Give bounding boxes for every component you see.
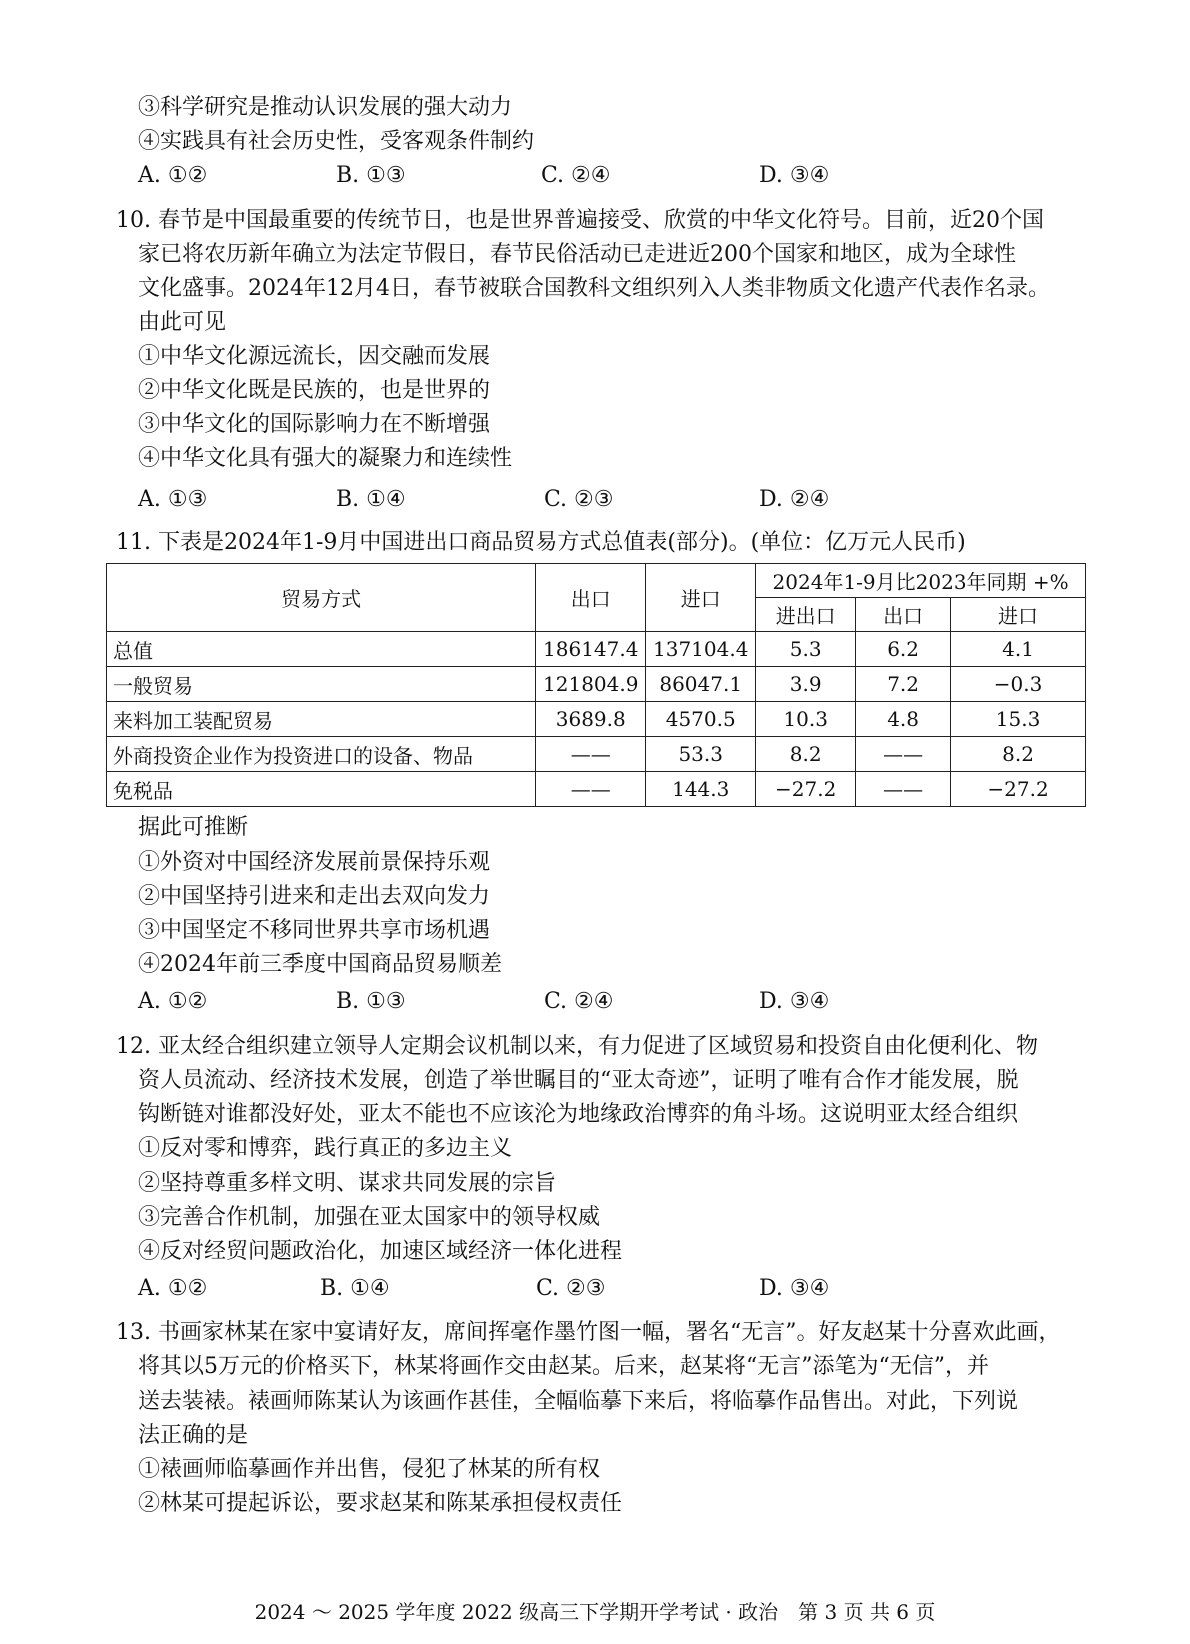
q10-choice-b[interactable]: B. ①④: [336, 487, 406, 512]
table-cell: ——: [856, 737, 951, 772]
q11-option-3: ③中国坚定不移同世界共享市场机遇: [138, 918, 491, 943]
table-cell: 53.3: [646, 737, 756, 772]
table-cell: ——: [856, 772, 951, 807]
q9-choice-d[interactable]: D. ③④: [759, 163, 830, 188]
table-cell: 186147.4: [536, 632, 646, 667]
header-trade-mode: 贸易方式: [107, 564, 536, 632]
q12-option-1: ①反对零和博弈，践行真正的多边主义: [138, 1136, 513, 1161]
q10-stem-line: 10. 春节是中国最重要的传统节日，也是世界普遍接受、欣赏的中华文化符号。目前，近20个国: [116, 208, 1044, 233]
table-cell: −27.2: [951, 772, 1086, 807]
table-row: [107, 702, 1086, 737]
q11-choice-a[interactable]: A. ①②: [138, 989, 208, 1014]
q12-choice-c[interactable]: C. ②③: [536, 1276, 606, 1301]
q11-question: 据此可推断: [138, 815, 249, 840]
q11-choice-c[interactable]: C. ②④: [544, 989, 614, 1014]
table-cell: 137104.4: [646, 632, 756, 667]
table-cell: 15.3: [951, 702, 1086, 737]
q12-stem-line: 钩断链对谁都没好处，亚太不能也不应该沦为地缘政治博弈的角斗场。这说明亚太经合组织: [138, 1102, 1019, 1127]
table-cell: 10.3: [756, 702, 856, 737]
table-cell: 4570.5: [646, 702, 756, 737]
table-cell: 3.9: [756, 667, 856, 702]
trade-table: [106, 563, 1086, 807]
q10-choice-d[interactable]: D. ②④: [759, 487, 830, 512]
q13-stem-line: 法正确的是: [138, 1423, 249, 1448]
header-yoy-import: 进口: [951, 598, 1086, 632]
q10-option-3: ③中华文化的国际影响力在不断增强: [138, 412, 491, 437]
table-cell: 免税品: [107, 772, 536, 807]
table-cell: 一般贸易: [107, 667, 536, 702]
q12-option-3: ③完善合作机制，加强在亚太国家中的领导权威: [138, 1205, 601, 1230]
table-cell: 7.2: [856, 667, 951, 702]
q11-option-2: ②中国坚持引进来和走出去双向发力: [138, 884, 491, 909]
table-cell: ——: [536, 737, 646, 772]
table-cell: 5.3: [756, 632, 856, 667]
table-cell: 86047.1: [646, 667, 756, 702]
q10-stem-line: 家已将农历新年确立为法定节假日，春节民俗活动已走进近200个国家和地区，成为全球性: [138, 242, 1016, 267]
table-cell: 8.2: [756, 737, 856, 772]
q9-choice-c[interactable]: C. ②④: [541, 163, 611, 188]
table-cell: 4.1: [951, 632, 1086, 667]
header-export: 出口: [536, 564, 646, 632]
q12-stem-line: 12. 亚太经合组织建立领导人定期会议机制以来，有力促进了区域贸易和投资自由化便利化、物: [116, 1034, 1038, 1059]
table-cell: 4.8: [856, 702, 951, 737]
table-cell: −27.2: [756, 772, 856, 807]
q13-stem-line: 送去装裱。裱画师陈某认为该画作甚佳，全幅临摹下来后，将临摹作品售出。对此，下列说: [138, 1389, 1019, 1414]
table-cell: 8.2: [951, 737, 1086, 772]
q12-choice-a[interactable]: A. ①②: [138, 1276, 208, 1301]
table-cell: 来料加工装配贸易: [107, 702, 536, 737]
q10-stem-line: 由此可见: [138, 310, 227, 335]
table-cell: 121804.9: [536, 667, 646, 702]
page-footer: 2024 ～ 2025 学年度 2022 级高三下学期开学考试 · 政治 第 3 页 共 6 页: [254, 1600, 936, 1624]
q12-choice-d[interactable]: D. ③④: [759, 1276, 830, 1301]
q10-option-4: ④中华文化具有强大的凝聚力和连续性: [138, 446, 513, 471]
header-yoy-group: 2024年1-9月比2023年同期 +%: [756, 564, 1086, 598]
table-cell: 144.3: [646, 772, 756, 807]
q9-choice-b[interactable]: B. ①③: [336, 163, 406, 188]
q12-stem-line: 资人员流动、经济技术发展，创造了举世瞩目的“亚太奇迹”，证明了唯有合作才能发展，脱: [138, 1068, 1019, 1093]
table-cell: 6.2: [856, 632, 951, 667]
q9-option-4: ④实践具有社会历史性，受客观条件制约: [138, 129, 535, 154]
table-row: [107, 772, 1086, 807]
q12-option-4: ④反对经贸问题政治化，加速区域经济一体化进程: [138, 1239, 623, 1264]
table-cell: −0.3: [951, 667, 1086, 702]
q11-stem: 11. 下表是2024年1-9月中国进出口商品贸易方式总值表(部分)。(单位：亿万元人民币): [116, 530, 966, 555]
q13-option-1: ①裱画师临摹画作并出售，侵犯了林某的所有权: [138, 1457, 601, 1482]
q13-stem-line: 将其以5万元的价格买下，林某将画作交由赵某。后来，赵某将“无言”添笔为“无信”，并: [138, 1354, 989, 1379]
header-yoy-export: 出口: [856, 598, 951, 632]
table-cell: 总值: [107, 632, 536, 667]
q11-option-1: ①外资对中国经济发展前景保持乐观: [138, 850, 491, 875]
q12-choice-b[interactable]: B. ①④: [320, 1276, 390, 1301]
q9-option-3: ③科学研究是推动认识发展的强大动力: [138, 95, 513, 120]
table-row: [107, 737, 1086, 772]
q10-choice-c[interactable]: C. ②③: [544, 487, 614, 512]
q10-choice-a[interactable]: A. ①③: [138, 487, 208, 512]
q11-option-4: ④2024年前三季度中国商品贸易顺差: [138, 952, 502, 977]
q10-option-1: ①中华文化源远流长，因交融而发展: [138, 344, 491, 369]
header-yoy-total: 进出口: [756, 598, 856, 632]
q13-stem-line: 13. 书画家林某在家中宴请好友，席间挥毫作墨竹图一幅，署名“无言”。好友赵某十分喜欢此画，: [116, 1320, 1061, 1345]
table-cell: 3689.8: [536, 702, 646, 737]
q10-stem-line: 文化盛事。2024年12月4日，春节被联合国教科文组织列入人类非物质文化遗产代表作名录。: [138, 276, 1050, 301]
q11-choice-d[interactable]: D. ③④: [759, 989, 830, 1014]
q9-choice-a[interactable]: A. ①②: [138, 163, 208, 188]
q11-choice-b[interactable]: B. ①③: [336, 989, 406, 1014]
table-cell: ——: [536, 772, 646, 807]
header-import: 进口: [646, 564, 756, 632]
table-row: [107, 632, 1086, 667]
q10-option-2: ②中华文化既是民族的，也是世界的: [138, 378, 491, 403]
q13-option-2: ②林某可提起诉讼，要求赵某和陈某承担侵权责任: [138, 1491, 623, 1516]
table-row: [107, 667, 1086, 702]
q12-option-2: ②坚持尊重多样文明、谋求共同发展的宗旨: [138, 1171, 557, 1196]
table-cell: 外商投资企业作为投资进口的设备、物品: [107, 737, 536, 772]
